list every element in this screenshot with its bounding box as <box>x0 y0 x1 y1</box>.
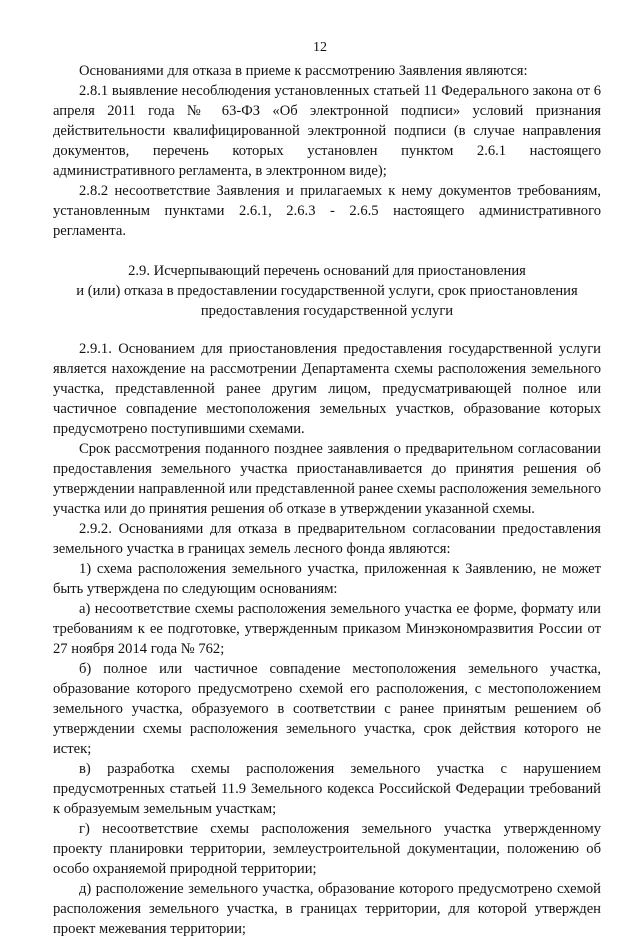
list-item-a: а) несоответствие схемы расположения земельного участка ее форме, формату или требованиям к ее подготовке, утвержденным приказом Минэкономразвития России от 27 ноября 2014 года № 762; <box>53 601 601 657</box>
paragraph-2-8-1: 2.8.1 выявление несоблюдения установленных статьей 11 Федерального закона от 6 апреля 2011 года № 63-ФЗ «Об электронной подписи» условий признания действительности квалифицированной электронной подписи (в случае направления документов, перечень которых установлен пунктом 2.6.1 настоящего административного регламента, в электронном виде); <box>53 83 601 179</box>
section-heading-2-9 <box>53 261 601 321</box>
heading-line: предоставления государственной услуги <box>200 303 454 319</box>
list-item-d: д) расположение земельного участка, образование которого предусмотрено схемой расположения земельного участка, в границах территории, для которой утвержден проект межевания территории; <box>53 881 601 937</box>
heading-line: и (или) отказа в предоставлении государственной услуги, срок приостановления <box>76 283 578 299</box>
list-item-v: в) разработка схемы расположения земельного участка с нарушением предусмотренных статьей 11.9 Земельного кодекса Российской Федерации требований к образуемым земельным участкам; <box>53 761 601 817</box>
document-body <box>53 61 601 939</box>
list-item-g: г) несоответствие схемы расположения земельного участка утвержденному проекту планировки территории, землеустроительной документации, положению об особо охраняемой природной территории; <box>53 821 601 877</box>
paragraph-2-9-2: 2.9.2. Основаниями для отказа в предварительном согласовании предоставления земельного участка в границах земель лесного фонда являются: <box>53 521 601 557</box>
list-item-b: б) полное или частичное совпадение местоположения земельного участка, образование которого предусмотрено схемой его расположения, с местоположением земельного участка, образуемого в соответствии с ранее принятым решением об утверждении схемы расположения земельного участка, срок действия которого не истек; <box>53 661 601 757</box>
paragraph-suspension-term: Срок рассмотрения поданного позднее заявления о предварительном согласовании предоставления земельного участка приостанавливается до принятия решения об утверждении направленной или представленной ранее схемы расположения земельного участка или до принятия решения об отказе в утверждении указанной схемы. <box>53 441 601 517</box>
page-number: 12 <box>313 40 327 55</box>
paragraph-grounds-intro: Основаниями для отказа в приеме к рассмотрению Заявления являются: <box>79 63 528 79</box>
paragraph-2-8-2: 2.8.2 несоответствие Заявления и прилагаемых к нему документов требованиям, установленным пунктами 2.6.1, 2.6.3 - 2.6.5 настоящего административного регламента. <box>53 183 601 239</box>
paragraph-2-9-1: 2.9.1. Основанием для приостановления предоставления государственной услуги является нахождение на рассмотрении Департамента схемы расположения земельного участка, представленной ранее другим лицом, предусматривающей полное или частичное совпадение местоположения земельных участков, образование которых предусмотрено поступившими схемами. <box>53 341 601 437</box>
list-item-1: 1) схема расположения земельного участка, приложенная к Заявлению, не может быть утверждена по следующим основаниям: <box>53 561 601 597</box>
heading-line: 2.9. Исчерпывающий перечень оснований для приостановления <box>128 263 526 279</box>
